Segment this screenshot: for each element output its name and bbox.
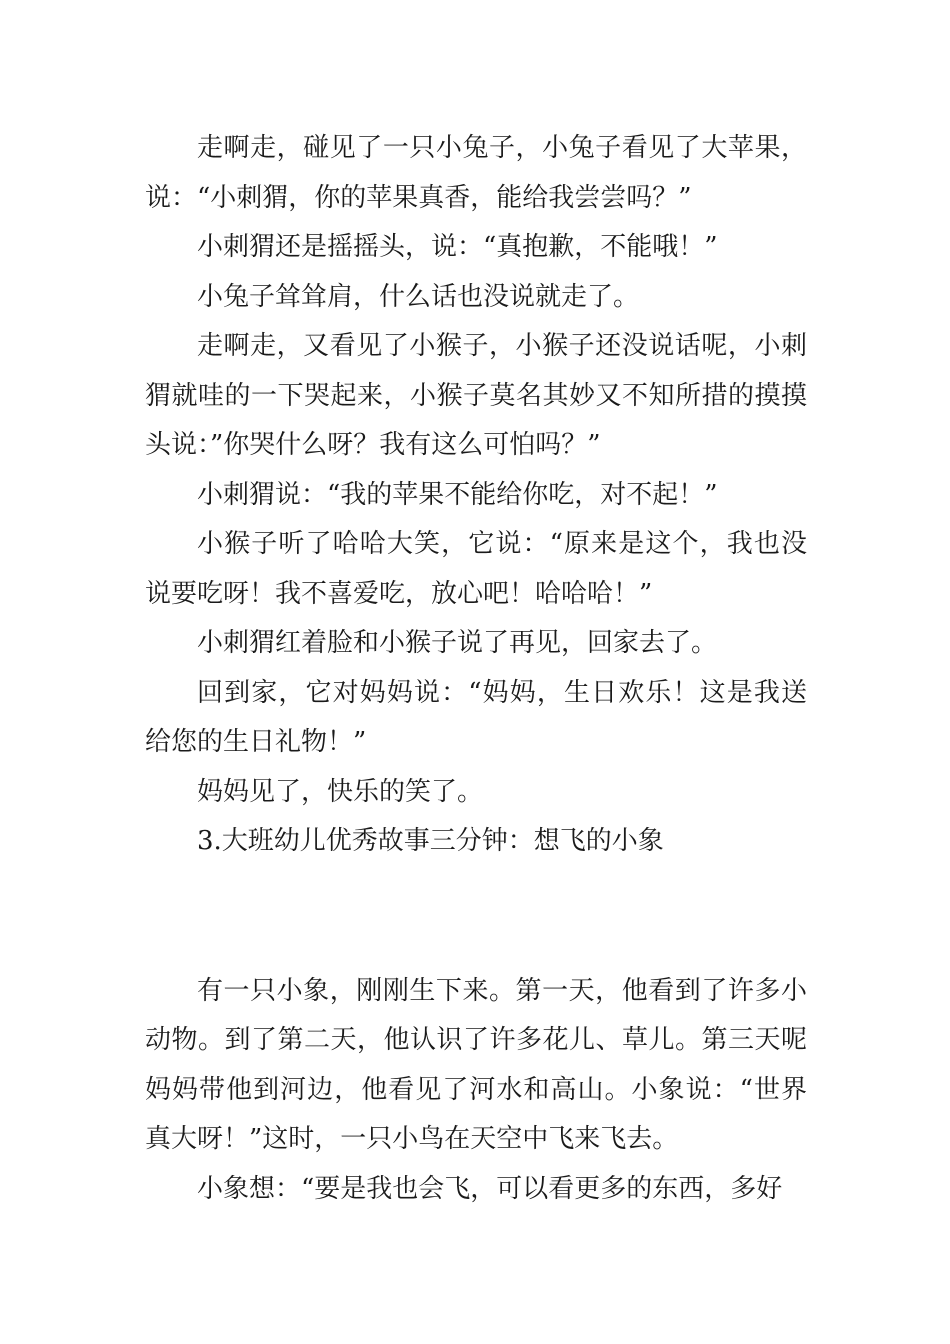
paragraph: 小猴子听了哈哈大笑，它说：“原来是这个，我也没说要吃呀！我不喜爱吃，放心吧！哈哈哈！” [145, 529, 807, 609]
paragraph: 走啊走，又看见了小猴子，小猴子还没说话呢，小刺猬就哇的一下哭起来，小猴子莫名其妙又不知所措的摸摸头说：”你哭什么呀？我有这么可怕吗？” [145, 331, 807, 460]
document-body [145, 124, 807, 1214]
blank-space [145, 867, 807, 967]
section-heading: 3.大班幼儿优秀故事三分钟：想飞的小象 [197, 826, 664, 856]
paragraph: 小兔子耸耸肩，什么话也没说就走了。 [197, 281, 640, 312]
paragraph: 妈妈见了，快乐的笑了。 [197, 776, 484, 807]
paragraph: 回到家，它对妈妈说：“妈妈，生日欢乐！这是我送给您的生日礼物！” [145, 677, 807, 757]
paragraph: 走啊走，碰见了一只小兔子，小兔子看见了大苹果，说：“小刺猬，你的苹果真香，能给我尝尝吗？” [145, 133, 807, 213]
paragraph: 小刺猬还是摇摇头，说：“真抱歉，不能哦！” [197, 232, 718, 262]
paragraph: 小刺猬红着脸和小猴子说了再见，回家去了。 [197, 628, 718, 658]
paragraph: 小刺猬说：“我的苹果不能给你吃，对不起！” [197, 479, 718, 510]
paragraph: 有一只小象，刚刚生下来。第一天，他看到了许多小动物。到了第二天，他认识了许多花儿、草儿。第三天呢妈妈带他到河边，他看见了河水和高山。小象说：“世界真大呀！”这时，一只小鸟在天空中飞来飞去。 [145, 975, 807, 1154]
paragraph: 小象想：“要是我也会飞，可以看更多的东西，多好 [197, 1173, 783, 1204]
